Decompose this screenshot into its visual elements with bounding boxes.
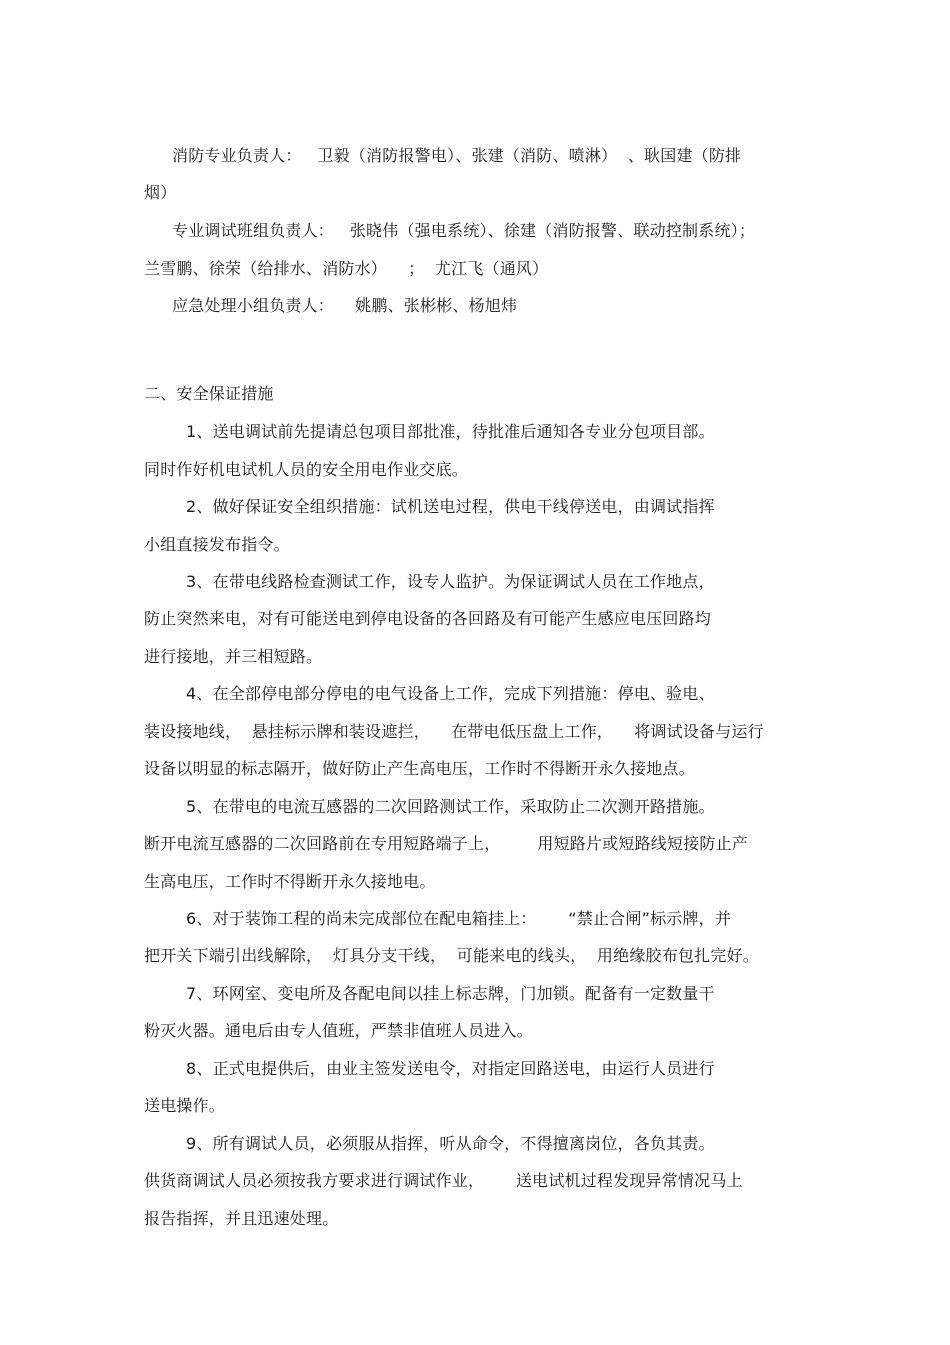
fire-responsible-line-2: 烟） [144, 183, 177, 202]
paragraph-line: 粉灭火器。通电后由专人值班，严禁非值班人员进入。 [144, 1021, 533, 1040]
paragraph-line: 4、在全部停电部分停电的电气设备上工作，完成下列措施：停电、验电、 [186, 684, 715, 703]
paragraph-line: 3、在带电线路检查测试工作，设专人监护。为保证调试人员在工作地点， [186, 572, 715, 591]
paragraph-line: 2、做好保证安全组织措施：试机送电过程，供电干线停送电，由调试指挥 [186, 497, 715, 516]
paragraph-line: 7、环网室、变电所及各配电间以挂上标志牌，门加锁。配备有一定数量干 [186, 984, 715, 1003]
paragraph-line: 进行接地，并三相短路。 [144, 647, 323, 666]
paragraph-line: 供货商调试人员必须按我方要求进行调试作业， 送电试机过程发现异常情况马上 [144, 1171, 743, 1190]
paragraph-line: 把开关下端引出线解除， 灯具分支干线， 可能来电的线头， 用绝缘胶布包扎完好。 [144, 946, 759, 965]
paragraph-line: 断开电流互感器的二次回路前在专用短路端子上， 用短路片或短路线短接防止产 [144, 834, 749, 853]
paragraph-line: 小组直接发布指令。 [144, 535, 290, 554]
section-heading: 二、安全保证措施 [144, 384, 274, 403]
paragraph-line: 同时作好机电试机人员的安全用电作业交底。 [144, 460, 469, 479]
debug-team-line-2: 兰雪鹏、徐荣（给排水、消防水） ； 尤江飞（通风） [144, 259, 549, 278]
paragraph-line: 6、对于装饰工程的尚未完成部位在配电箱挂上： “禁止合闸”标示牌，并 [186, 909, 732, 928]
paragraph-line: 报告指挥，并且迅速处理。 [144, 1209, 339, 1228]
paragraph-line: 防止突然来电，对有可能送电到停电设备的各回路及有可能产生感应电压回路均 [144, 609, 712, 628]
paragraph-line: 送电操作。 [144, 1096, 226, 1115]
paragraph-line: 8、正式电提供后，由业主签发送电令，对指定回路送电，由运行人员进行 [186, 1059, 715, 1078]
paragraph-line: 5、在带电的电流互感器的二次回路测试工作，采取防止二次测开路措施。 [186, 797, 715, 816]
fire-responsible-line-1: 消防专业负责人： 卫毅（消防报警电）、张建（消防、喷淋） 、耿国建（防排 [172, 146, 742, 165]
debug-team-line-1: 专业调试班组负责人： 张晓伟（强电系统）、徐建（消防报警、联动控制系统）； [172, 221, 756, 240]
paragraph-line: 装设接地线， 悬挂标示牌和装设遮拦， 在带电低压盘上工作， 将调试设备与运行 [144, 722, 764, 741]
paragraph-line: 生高电压，工作时不得断开永久接地电。 [144, 872, 436, 891]
paragraph-line: 设备以明显的标志隔开，做好防止产生高电压，工作时不得断开永久接地点。 [144, 759, 695, 778]
emergency-team-line: 应急处理小组负责人： 姚鹏、张彬彬、杨旭炜 [172, 296, 518, 315]
paragraph-line: 9、所有调试人员，必须服从指挥，听从命令，不得擅离岗位，各负其责。 [186, 1134, 715, 1153]
paragraph-line: 1、送电调试前先提请总包项目部批准，待批准后通知各专业分包项目部。 [186, 422, 715, 441]
